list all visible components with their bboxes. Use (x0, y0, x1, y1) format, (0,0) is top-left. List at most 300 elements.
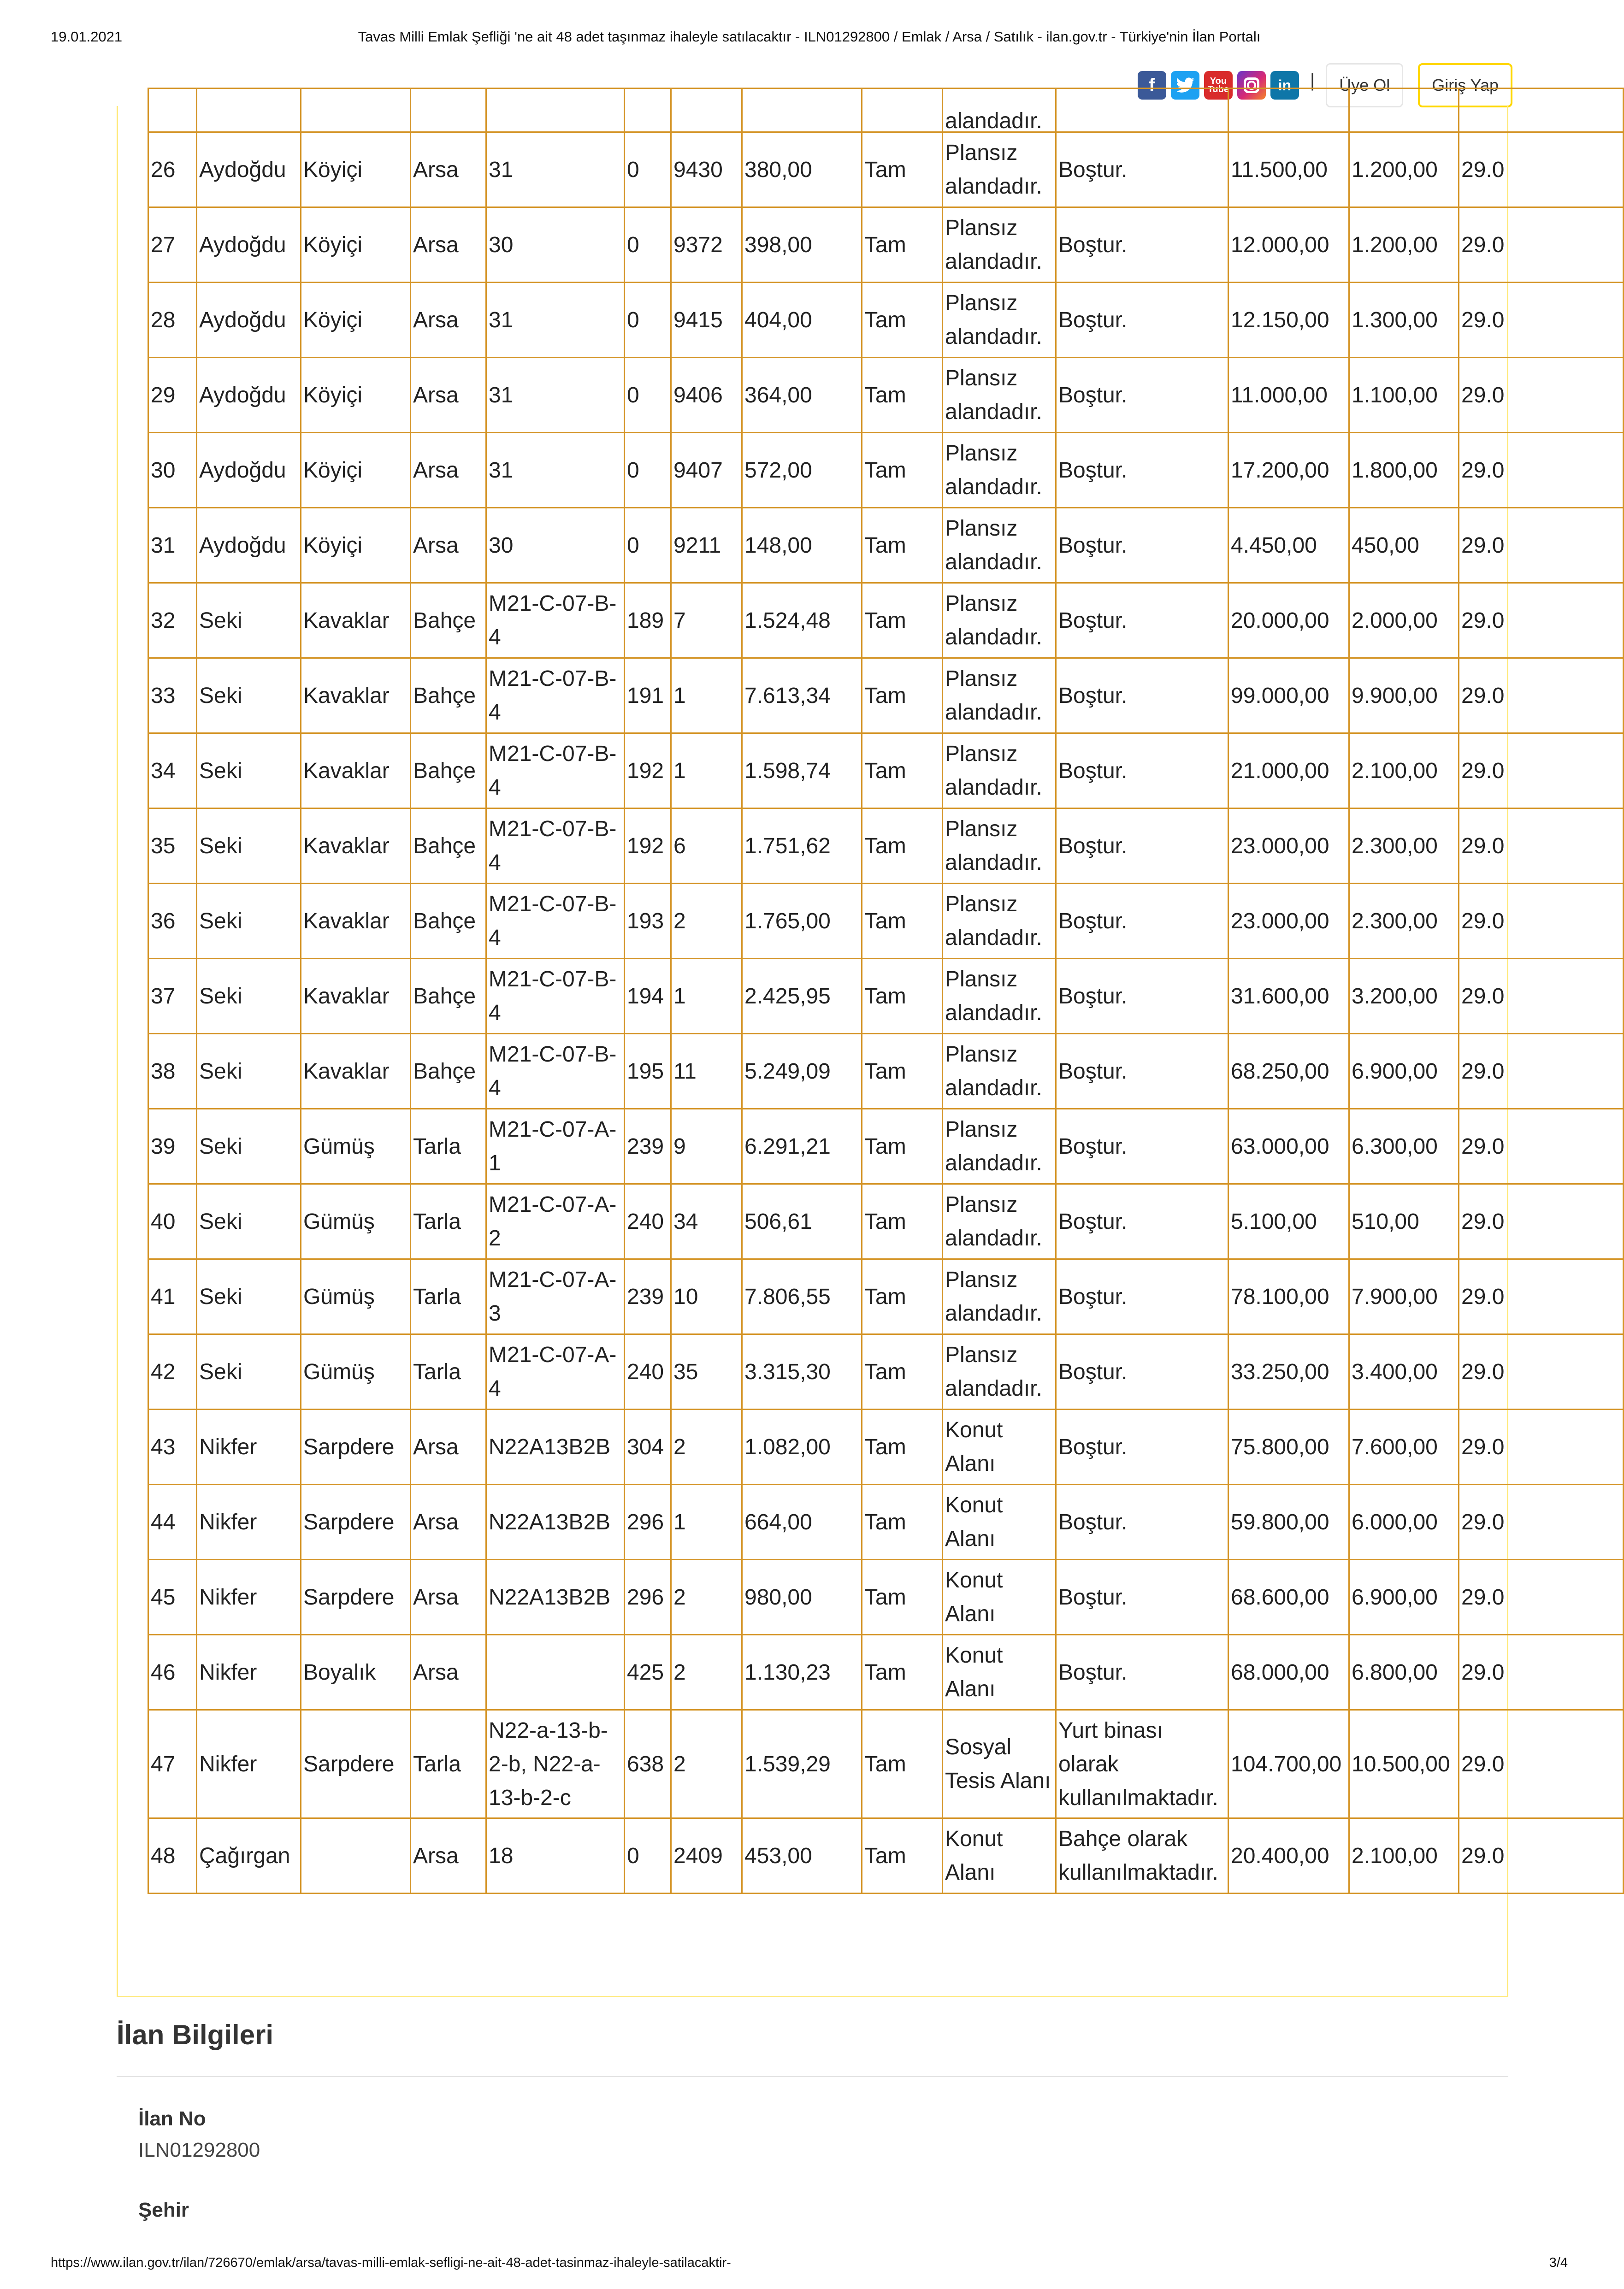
cell-imar: Plansız alandadır. (943, 959, 1056, 1034)
cell-no: 27 (148, 207, 197, 283)
cell-durum: Boştur. (1056, 1034, 1228, 1109)
table-row (148, 1485, 1624, 1560)
cell-alan: 453,00 (742, 1818, 862, 1894)
cell-no: 39 (148, 1109, 197, 1184)
cell-tarih: 29.0 (1459, 1109, 1624, 1184)
table-row (148, 1410, 1624, 1485)
cell-alan: 1.082,00 (742, 1410, 862, 1485)
login-button[interactable]: Giriş Yap (1418, 63, 1512, 107)
cell-cins: Bahçe (411, 808, 486, 884)
cell-tarih: 29.0 (1459, 808, 1624, 884)
cell-pafta: N22A13B2B (486, 1410, 625, 1485)
cell-durum: Boştur. (1056, 1560, 1228, 1635)
cell-durum: Boştur. (1056, 959, 1228, 1034)
cell-imar: Konut Alanı (943, 1410, 1056, 1485)
cell-ilce: Seki (197, 808, 301, 884)
cell (1056, 88, 1228, 132)
cell-durum: Boştur. (1056, 1485, 1228, 1560)
cell-no: 28 (148, 283, 197, 358)
cell-no: 47 (148, 1710, 197, 1818)
cell-pafta (486, 1635, 625, 1710)
cell-durum: Boştur. (1056, 583, 1228, 658)
cell-ilce: Seki (197, 1109, 301, 1184)
cell-alan: 506,61 (742, 1184, 862, 1259)
cell-alan: 404,00 (742, 283, 862, 358)
cell-teminat: 6.300,00 (1349, 1109, 1459, 1184)
cell-bedel: 23.000,00 (1228, 808, 1349, 884)
cell-mahalle: Köyiçi (301, 207, 411, 283)
cell-imar: Plansız alandadır. (943, 1334, 1056, 1410)
youtube-icon-top: You (1210, 76, 1227, 86)
table-row-partial (148, 88, 1624, 132)
cell-durum: Boştur. (1056, 283, 1228, 358)
cell-pafta: M21-C-07-B-4 (486, 959, 625, 1034)
cell-cins: Arsa (411, 1560, 486, 1635)
cell-ada: 191 (625, 658, 671, 733)
cell-ilce: Seki (197, 884, 301, 959)
cell-ilce: Aydoğdu (197, 283, 301, 358)
cell-bedel: 5.100,00 (1228, 1184, 1349, 1259)
cell-teminat: 2.300,00 (1349, 884, 1459, 959)
cell-alan: 664,00 (742, 1485, 862, 1560)
table-row (148, 1109, 1624, 1184)
cell-ada: 194 (625, 959, 671, 1034)
cell-alan: 7.613,34 (742, 658, 862, 733)
cell-ilce: Seki (197, 733, 301, 808)
cell-bedel: 12.150,00 (1228, 283, 1349, 358)
cell-cins: Tarla (411, 1259, 486, 1334)
cell-pafta: 18 (486, 1818, 625, 1894)
cell-imar: Plansız alandadır. (943, 508, 1056, 583)
cell-teminat: 6.900,00 (1349, 1560, 1459, 1635)
print-date: 19.01.2021 (51, 29, 123, 45)
table-row (148, 1034, 1624, 1109)
table-row (148, 1184, 1624, 1259)
cell-teminat: 1.200,00 (1349, 132, 1459, 207)
cell-bedel: 12.000,00 (1228, 207, 1349, 283)
table-row (148, 207, 1624, 283)
print-page-number: 3/4 (1549, 2255, 1568, 2270)
cell-teminat: 1.100,00 (1349, 358, 1459, 433)
cell-teminat: 2.100,00 (1349, 1818, 1459, 1894)
cell-hisse: Tam (862, 959, 943, 1034)
facebook-icon[interactable]: f (1138, 71, 1166, 100)
cell-mahalle: Sarpdere (301, 1710, 411, 1818)
cell-bedel: 21.000,00 (1228, 733, 1349, 808)
cell-no: 31 (148, 508, 197, 583)
cell-bedel: 99.000,00 (1228, 658, 1349, 733)
cell-no: 33 (148, 658, 197, 733)
cell-ada: 0 (625, 132, 671, 207)
cell-parsel: 34 (671, 1184, 742, 1259)
cell-alan: 380,00 (742, 132, 862, 207)
cell-cins: Arsa (411, 1818, 486, 1894)
cell-teminat: 1.200,00 (1349, 207, 1459, 283)
table-row (148, 808, 1624, 884)
cell (862, 88, 943, 132)
cell-mahalle: Kavaklar (301, 959, 411, 1034)
register-button[interactable]: Üye Ol (1326, 63, 1403, 107)
cell-durum: Boştur. (1056, 1259, 1228, 1334)
youtube-icon-bottom: Tube (1207, 84, 1229, 94)
cell-alan: 3.315,30 (742, 1334, 862, 1410)
cell-mahalle: Boyalık (301, 1635, 411, 1710)
table-row (148, 583, 1624, 658)
cell-hisse: Tam (862, 1818, 943, 1894)
cell-ada: 240 (625, 1184, 671, 1259)
table-body (148, 88, 1624, 1894)
cell-durum: Boştur. (1056, 1334, 1228, 1410)
cell-ilce: Nikfer (197, 1710, 301, 1818)
header-separator: | (1310, 70, 1315, 91)
cell-alan: 1.598,74 (742, 733, 862, 808)
cell-bedel: 104.700,00 (1228, 1710, 1349, 1818)
cell-cins: Tarla (411, 1109, 486, 1184)
cell-teminat: 10.500,00 (1349, 1710, 1459, 1818)
cell-mahalle: Gümüş (301, 1334, 411, 1410)
cell-parsel: 9430 (671, 132, 742, 207)
cell-bedel: 75.800,00 (1228, 1410, 1349, 1485)
table-row (148, 658, 1624, 733)
cell-alan: 7.806,55 (742, 1259, 862, 1334)
table-row (148, 733, 1624, 808)
cell-teminat: 2.100,00 (1349, 733, 1459, 808)
cell-hisse: Tam (862, 1034, 943, 1109)
cell-cins: Arsa (411, 283, 486, 358)
cell-imar: Plansız alandadır. (943, 884, 1056, 959)
cell-teminat: 510,00 (1349, 1184, 1459, 1259)
cell-durum: Bahçe olarak kullanılmaktadır. (1056, 1818, 1228, 1894)
cell-pafta: 31 (486, 283, 625, 358)
cell-ada: 296 (625, 1560, 671, 1635)
cell-teminat: 3.200,00 (1349, 959, 1459, 1034)
cell-alan: 572,00 (742, 433, 862, 508)
cell-teminat: 2.000,00 (1349, 583, 1459, 658)
cell-durum: Boştur. (1056, 1109, 1228, 1184)
cell-teminat: 2.300,00 (1349, 808, 1459, 884)
cell-mahalle: Köyiçi (301, 132, 411, 207)
cell-hisse: Tam (862, 1109, 943, 1184)
cell-pafta: 30 (486, 207, 625, 283)
cell-tarih: 29.0 (1459, 1184, 1624, 1259)
cell (148, 88, 197, 132)
cell-imar: Konut Alanı (943, 1818, 1056, 1894)
cell-ada: 192 (625, 733, 671, 808)
cell-hisse: Tam (862, 1485, 943, 1560)
cell-ada: 0 (625, 508, 671, 583)
cell-durum: Boştur. (1056, 132, 1228, 207)
cell-pafta: 31 (486, 433, 625, 508)
cell-ilce: Seki (197, 1259, 301, 1334)
cell-bedel: 11.500,00 (1228, 132, 1349, 207)
cell-ada: 0 (625, 433, 671, 508)
cell-pafta: M21-C-07-A-1 (486, 1109, 625, 1184)
cell-parsel: 1 (671, 959, 742, 1034)
cell-alan: 1.130,23 (742, 1635, 862, 1710)
cell (625, 88, 671, 132)
table-row (148, 1259, 1624, 1334)
cell-durum: Boştur. (1056, 1635, 1228, 1710)
cell-pafta: M21-C-07-B-4 (486, 583, 625, 658)
cell-ilce: Seki (197, 583, 301, 658)
cell-parsel: 11 (671, 1034, 742, 1109)
cell-tarih: 29.0 (1459, 884, 1624, 959)
cell-ilce: Aydoğdu (197, 358, 301, 433)
cell-tarih: 29.0 (1459, 283, 1624, 358)
cell-bedel: 20.000,00 (1228, 583, 1349, 658)
cell-imar: Plansız alandadır. (943, 658, 1056, 733)
cell-hisse: Tam (862, 358, 943, 433)
cell-pafta: 31 (486, 358, 625, 433)
table-row (148, 1635, 1624, 1710)
cell-tarih: 29.0 (1459, 1410, 1624, 1485)
cell-alan: 1.751,62 (742, 808, 862, 884)
cell-imar: Plansız alandadır. (943, 1259, 1056, 1334)
cell-tarih: 29.0 (1459, 658, 1624, 733)
table-row (148, 283, 1624, 358)
cell (1459, 88, 1624, 132)
cell (671, 88, 742, 132)
cell-teminat: 1.300,00 (1349, 283, 1459, 358)
cell-pafta: M21-C-07-B-4 (486, 808, 625, 884)
table-row (148, 884, 1624, 959)
cell-parsel: 9372 (671, 207, 742, 283)
cell-ilce: Seki (197, 658, 301, 733)
cell-imar: Plansız alandadır. (943, 1034, 1056, 1109)
property-table (148, 88, 1624, 1894)
cell-no: 41 (148, 1259, 197, 1334)
cell-pafta: M21-C-07-B-4 (486, 658, 625, 733)
cell-hisse: Tam (862, 1635, 943, 1710)
cell-mahalle: Köyiçi (301, 433, 411, 508)
cell-tarih: 29.0 (1459, 508, 1624, 583)
cell-parsel: 1 (671, 733, 742, 808)
cell-parsel: 35 (671, 1334, 742, 1410)
cell-parsel: 9407 (671, 433, 742, 508)
cell-mahalle: Kavaklar (301, 884, 411, 959)
cell-cins: Arsa (411, 1485, 486, 1560)
cell-tarih: 29.0 (1459, 1560, 1624, 1635)
imar-partial: alandadır. (945, 109, 1042, 133)
section-divider (117, 2076, 1508, 2077)
cell-no: 35 (148, 808, 197, 884)
cell-ilce: Aydoğdu (197, 508, 301, 583)
cell-cins: Arsa (411, 207, 486, 283)
cell-alan: 398,00 (742, 207, 862, 283)
cell-durum: Boştur. (1056, 358, 1228, 433)
cell-ada: 240 (625, 1334, 671, 1410)
cell-bedel: 59.800,00 (1228, 1485, 1349, 1560)
cell (197, 88, 301, 132)
cell-cins: Arsa (411, 132, 486, 207)
cell-mahalle: Gümüş (301, 1184, 411, 1259)
cell-bedel: 68.250,00 (1228, 1034, 1349, 1109)
cell-ada: 0 (625, 358, 671, 433)
table-row (148, 1710, 1624, 1818)
cell-cins: Tarla (411, 1710, 486, 1818)
cell-tarih: 29.0 (1459, 1034, 1624, 1109)
cell-imar: Plansız alandadır. (943, 808, 1056, 884)
table-row (148, 508, 1624, 583)
cell-imar: Plansız alandadır. (943, 433, 1056, 508)
cell-ada: 0 (625, 1818, 671, 1894)
cell-ada: 195 (625, 1034, 671, 1109)
cell-hisse: Tam (862, 1410, 943, 1485)
cell-teminat: 6.900,00 (1349, 1034, 1459, 1109)
cell-parsel: 9415 (671, 283, 742, 358)
cell-ada: 192 (625, 808, 671, 884)
cell-mahalle: Kavaklar (301, 658, 411, 733)
cell-alan: 6.291,21 (742, 1109, 862, 1184)
cell-pafta: M21-C-07-B-4 (486, 733, 625, 808)
cell-no: 45 (148, 1560, 197, 1635)
cell-hisse: Tam (862, 884, 943, 959)
cell-hisse: Tam (862, 1259, 943, 1334)
cell-imar: Plansız alandadır. (943, 733, 1056, 808)
cell-ilce: Aydoğdu (197, 433, 301, 508)
cell-teminat: 450,00 (1349, 508, 1459, 583)
cell-no: 44 (148, 1485, 197, 1560)
cell-pafta: N22A13B2B (486, 1560, 625, 1635)
cell-parsel: 1 (671, 658, 742, 733)
cell-parsel: 2 (671, 1635, 742, 1710)
cell-pafta: M21-C-07-A-4 (486, 1334, 625, 1410)
cell-durum: Boştur. (1056, 658, 1228, 733)
cell-teminat: 6.800,00 (1349, 1635, 1459, 1710)
cell-parsel: 1 (671, 1485, 742, 1560)
cell-bedel: 68.600,00 (1228, 1560, 1349, 1635)
cell-durum: Boştur. (1056, 433, 1228, 508)
ilan-bilgileri-title: İlan Bilgileri (117, 2019, 274, 2050)
cell-hisse: Tam (862, 583, 943, 658)
cell-no: 29 (148, 358, 197, 433)
cell-parsel: 2 (671, 1710, 742, 1818)
cell-ada: 239 (625, 1259, 671, 1334)
cell-ilce: Aydoğdu (197, 207, 301, 283)
cell-hisse: Tam (862, 132, 943, 207)
cell-bedel: 11.000,00 (1228, 358, 1349, 433)
cell-mahalle: Sarpdere (301, 1410, 411, 1485)
sehir-label: Şehir (138, 2199, 189, 2221)
cell-ilce: Nikfer (197, 1485, 301, 1560)
cell-imar: Sosyal Tesis Alanı (943, 1710, 1056, 1818)
cell-parsel: 9406 (671, 358, 742, 433)
cell-cins: Arsa (411, 1410, 486, 1485)
cell-parsel: 7 (671, 583, 742, 658)
cell-tarih: 29.0 (1459, 1635, 1624, 1710)
cell-alan: 5.249,09 (742, 1034, 862, 1109)
cell-mahalle: Kavaklar (301, 733, 411, 808)
cell-pafta: M21-C-07-A-3 (486, 1259, 625, 1334)
cell-imar: Konut Alanı (943, 1485, 1056, 1560)
cell-parsel: 2 (671, 1410, 742, 1485)
cell-imar: Plansız alandadır. (943, 1109, 1056, 1184)
cell-tarih: 29.0 (1459, 1259, 1624, 1334)
cell-imar: Plansız alandadır. (943, 358, 1056, 433)
cell-no: 38 (148, 1034, 197, 1109)
cell-mahalle: Gümüş (301, 1259, 411, 1334)
cell-parsel: 6 (671, 808, 742, 884)
cell-cins: Bahçe (411, 1034, 486, 1109)
cell-ada: 189 (625, 583, 671, 658)
cell-imar: Plansız alandadır. (943, 583, 1056, 658)
cell-mahalle: Köyiçi (301, 358, 411, 433)
cell-alan: 1.539,29 (742, 1710, 862, 1818)
cell-tarih: 29.0 (1459, 207, 1624, 283)
cell-pafta: M21-C-07-B-4 (486, 884, 625, 959)
cell-cins: Arsa (411, 1635, 486, 1710)
cell-ilce: Seki (197, 1184, 301, 1259)
cell (742, 88, 862, 132)
cell-bedel: 78.100,00 (1228, 1259, 1349, 1334)
cell-mahalle: Kavaklar (301, 808, 411, 884)
cell-alan: 1.765,00 (742, 884, 862, 959)
cell-ada: 0 (625, 207, 671, 283)
cell-imar: Plansız alandadır. (943, 1184, 1056, 1259)
cell-durum: Yurt binası olarak kullanılmaktadır. (1056, 1710, 1228, 1818)
cell-ilce: Nikfer (197, 1635, 301, 1710)
cell-cins: Arsa (411, 508, 486, 583)
cell-ilce: Nikfer (197, 1560, 301, 1635)
cell-imar: Konut Alanı (943, 1635, 1056, 1710)
cell-ada: 425 (625, 1635, 671, 1710)
cell-mahalle: Kavaklar (301, 583, 411, 658)
cell-no: 37 (148, 959, 197, 1034)
cell-ada: 304 (625, 1410, 671, 1485)
table-viewport (148, 88, 1508, 1885)
cell-ilce: Seki (197, 1034, 301, 1109)
table-row (148, 1818, 1624, 1894)
cell-imar: Plansız alandadır. (943, 207, 1056, 283)
cell-pafta: N22A13B2B (486, 1485, 625, 1560)
cell-parsel: 2 (671, 884, 742, 959)
cell-tarih: 29.0 (1459, 132, 1624, 207)
table-row (148, 433, 1624, 508)
cell-imar: Plansız alandadır. (943, 132, 1056, 207)
cell-hisse: Tam (862, 433, 943, 508)
cell-teminat: 7.900,00 (1349, 1259, 1459, 1334)
cell-hisse: Tam (862, 283, 943, 358)
cell-hisse: Tam (862, 658, 943, 733)
cell-cins: Bahçe (411, 733, 486, 808)
cell-imar: Konut Alanı (943, 1560, 1056, 1635)
cell-cins: Tarla (411, 1334, 486, 1410)
linkedin-icon[interactable]: in (1270, 71, 1299, 100)
cell-ada: 0 (625, 283, 671, 358)
table-row (148, 1334, 1624, 1410)
cell-no: 40 (148, 1184, 197, 1259)
cell-hisse: Tam (862, 1184, 943, 1259)
cell (1349, 88, 1459, 132)
print-url: https://www.ilan.gov.tr/ilan/726670/emlak/arsa/tavas-milli-emlak-sefligi-ne-ait-48-adet-tasinmaz-ihaleyle-satilacaktir- (51, 2255, 731, 2270)
cell-mahalle: Sarpdere (301, 1485, 411, 1560)
cell (411, 88, 486, 132)
cell (301, 88, 411, 132)
cell-alan: 1.524,48 (742, 583, 862, 658)
print-title: Tavas Milli Emlak Şefliği 'ne ait 48 adet taşınmaz ihaleyle satılacaktır - ILN01292800 / Emlak / Arsa / Satılık - ilan.gov.tr - Türkiye'nin İlan Portalı (358, 29, 1261, 45)
cell-alan: 980,00 (742, 1560, 862, 1635)
ilan-no-label: İlan No (138, 2107, 206, 2130)
cell-ada: 239 (625, 1109, 671, 1184)
cell-tarih: 29.0 (1459, 1334, 1624, 1410)
cell-bedel: 4.450,00 (1228, 508, 1349, 583)
cell-mahalle (301, 1818, 411, 1894)
cell-ada: 638 (625, 1710, 671, 1818)
cell-alan: 148,00 (742, 508, 862, 583)
table-row (148, 358, 1624, 433)
cell-ada: 296 (625, 1485, 671, 1560)
cell-ilce: Çağırgan (197, 1818, 301, 1894)
